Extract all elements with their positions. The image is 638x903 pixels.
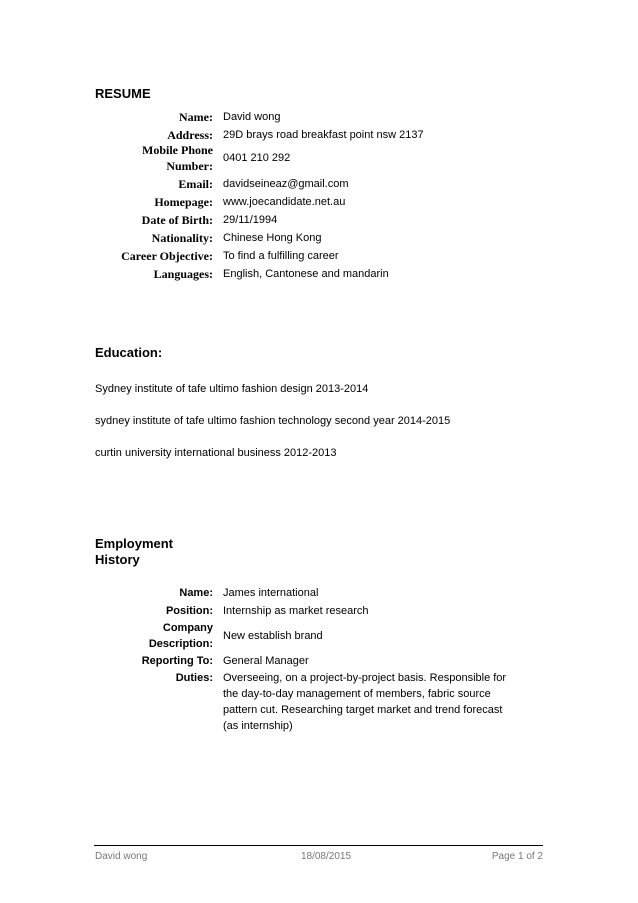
footer-author: David wong <box>95 851 148 862</box>
homepage-row <box>0 194 543 210</box>
employment-heading <box>95 536 173 568</box>
company-description-label <box>0 620 223 652</box>
footer-date: 18/08/2015 <box>300 851 352 862</box>
languages-row <box>0 266 543 282</box>
name-value: David wong <box>223 111 281 123</box>
duties-row <box>0 670 543 734</box>
footer-divider <box>94 845 543 846</box>
name-label: Name: <box>179 110 213 124</box>
company-description-label-line1: Company <box>162 622 213 634</box>
homepage-label: Homepage: <box>154 195 213 209</box>
languages-value: English, Cantonese and mandarin <box>223 268 389 280</box>
nationality-row <box>0 230 543 246</box>
duties-line: pattern cut. Researching target market and trend forecast <box>223 704 503 716</box>
date-of-birth-label: Date of Birth: <box>141 213 213 227</box>
date-of-birth-value: 29/11/1994 <box>223 214 278 226</box>
mobile-phone-label-line1: Mobile Phone <box>142 143 213 157</box>
address-value: 29D brays road breakfast point nsw 2137 <box>223 129 424 141</box>
nationality-label: Nationality: <box>151 231 213 245</box>
employer-name-row <box>0 585 543 601</box>
reporting-to-value: General Manager <box>223 655 309 667</box>
duties-line: Overseeing, on a project-by-project basis. Responsible for <box>223 672 507 684</box>
career-objective-label: Career Objective: <box>121 249 213 263</box>
mobile-phone-row <box>0 142 543 174</box>
email-value: davidseineaz@gmail.com <box>223 178 349 190</box>
mobile-phone-value: 0401 210 292 <box>223 152 291 164</box>
homepage-value: www.joecandidate.net.au <box>223 196 346 208</box>
address-row <box>0 127 543 143</box>
nationality-value: Chinese Hong Kong <box>223 232 322 244</box>
education-item: Sydney institute of tafe ultimo fashion design 2013-2014 <box>95 383 369 395</box>
reporting-to-label: Reporting To: <box>141 655 213 667</box>
footer-page-number: Page 1 of 2 <box>491 851 543 862</box>
employer-name-label: Name: <box>179 587 213 599</box>
education-heading: Education: <box>95 345 163 360</box>
employer-name-value: James international <box>223 587 319 599</box>
career-objective-row <box>0 248 543 264</box>
email-row <box>0 176 543 192</box>
employment-heading-line1: Employment <box>95 536 174 551</box>
career-objective-value: To find a fulfilling career <box>223 250 339 262</box>
resume-heading: RESUME <box>95 86 151 101</box>
position-row <box>0 603 543 619</box>
mobile-phone-label-line2: Number: <box>166 159 213 173</box>
languages-label: Languages: <box>153 267 213 281</box>
address-label: Address: <box>167 128 213 142</box>
education-item: curtin university international business 2012-2013 <box>95 447 337 459</box>
position-value: Internship as market research <box>223 605 369 617</box>
education-item: sydney institute of tafe ultimo fashion technology second year 2014-2015 <box>95 415 451 427</box>
duties-line: the day-to-day management of members, fabric source <box>223 688 491 700</box>
reporting-to-row <box>0 653 543 669</box>
mobile-phone-label <box>0 142 223 174</box>
position-label: Position: <box>165 605 213 617</box>
company-description-label-line2: Description: <box>148 638 213 650</box>
name-row <box>0 109 543 125</box>
employment-heading-line2: History <box>95 552 140 567</box>
duties-value <box>223 670 543 734</box>
company-description-row <box>0 620 543 652</box>
email-label: Email: <box>178 177 213 191</box>
duties-label: Duties: <box>175 672 213 684</box>
date-of-birth-row <box>0 212 543 228</box>
company-description-value: New establish brand <box>223 630 323 642</box>
duties-line: (as internship) <box>223 720 293 732</box>
